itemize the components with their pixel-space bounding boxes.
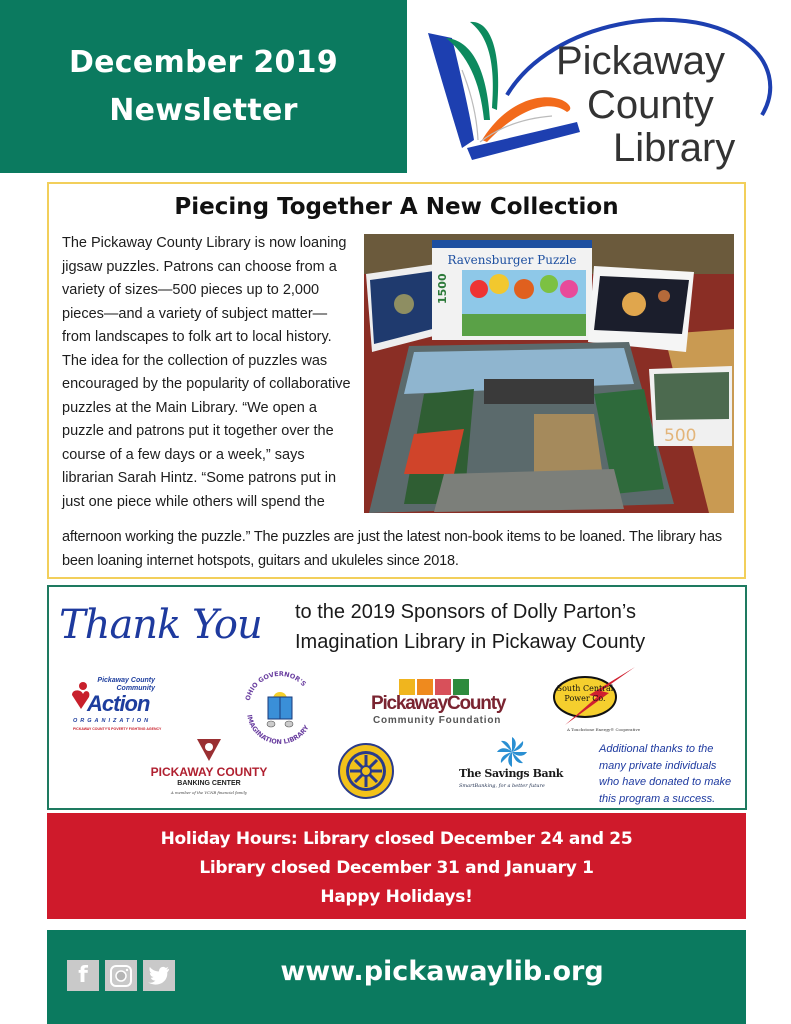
svg-text:IMAGINATION LIBRARY: IMAGINATION LIBRARY — [245, 714, 311, 745]
south-central-power-logo: South Central Power Co. A Touchstone Energy® Cooperative — [545, 665, 655, 737]
rotary-wheel-icon — [337, 742, 395, 800]
newsletter-title-banner — [0, 0, 407, 173]
pickaway-county-banking-center-logo: PICKAWAY COUNTY BANKING CENTER A member of the VCNB financial family — [147, 739, 271, 801]
sponsors-section — [47, 585, 747, 810]
holiday-greeting: Happy Holidays! — [320, 887, 473, 907]
holiday-hours-banner — [47, 813, 746, 919]
chevron-emblem-icon — [197, 739, 221, 763]
pinwheel-icon — [497, 737, 527, 767]
logo-text-pickaway: Pickaway — [556, 39, 725, 83]
holiday-hours-line2: Library closed December 31 and January 1 — [199, 858, 594, 878]
svg-text:500: 500 — [664, 426, 697, 446]
puzzle-photo — [364, 234, 734, 513]
community-action-logo: Pickaway County Community Action ORGANIZATION PICKAWAY COUNTY'S POVERTY FIGHTING AGENCY — [69, 677, 169, 739]
instagram-icon[interactable] — [105, 960, 137, 991]
website-link[interactable]: www.pickawaylib.org — [280, 956, 604, 987]
facebook-icon[interactable]: f — [67, 960, 99, 991]
newsletter-title-line2: Newsletter — [109, 92, 298, 128]
svg-text:Ravensburger Puzzle: Ravensburger Puzzle — [447, 253, 577, 267]
article-body-column: The Pickaway County Library is now loaning jigsaw puzzles. Patrons can choose from a variety of sizes—500 pieces up to 2,000 pieces—and a variety of subject matter—from landscapes to folk art to local history. The idea for the collection of puzzles was encouraged by the popularity of collaborative puzzles at the Main Library. “We open a puzzle and patrons put it together over the course of a few days or a week,” says librarian Sarah Hintz. “Some patrons put in just one piece while others will spend the — [62, 235, 351, 510]
sponsors-heading-line2: Imagination Library in Pickaway County — [295, 631, 646, 653]
svg-text:1500: 1500 — [436, 273, 449, 304]
rotary-international-logo — [337, 742, 395, 800]
logo-text-library: Library — [613, 126, 736, 170]
ohio-governors-imagination-library-logo — [237, 667, 323, 745]
sponsors-heading-line1: to the 2019 Sponsors of Dolly Parton’s — [295, 601, 636, 623]
footer-bar — [47, 930, 746, 1024]
additional-thanks-note: Additional thanks to the many private individuals who have donated to make this program a success. — [599, 743, 732, 805]
newsletter-title-line1: December 2019 — [68, 44, 339, 80]
svg-text:OHIO GOVERNOR'S: OHIO GOVERNOR'S — [243, 669, 308, 702]
puzzle-article — [47, 182, 746, 579]
logo-text-county: County — [587, 83, 714, 127]
holiday-hours-line1: Holiday Hours: Library closed December 24 and 25 — [160, 829, 633, 849]
the-savings-bank-logo: The Savings Bank SmartBanking, for a better future — [459, 737, 569, 795]
library-logo — [412, 0, 791, 175]
article-body-full: afternoon working the puzzle.” The puzzles are just the latest non-book items to be loaned. The library has been loaning internet hotspots, guitars and ukuleles since 2018. — [62, 529, 722, 569]
reading-child-icon — [237, 667, 323, 745]
twitter-icon[interactable] — [143, 960, 175, 991]
social-links — [67, 960, 175, 991]
article-title: Piecing Together A New Collection — [174, 194, 619, 220]
thank-you-script: Thank You — [59, 602, 262, 648]
pickaway-county-community-foundation-logo: PickawayCounty Community Foundation — [371, 679, 511, 729]
sponsors-heading — [295, 597, 735, 657]
